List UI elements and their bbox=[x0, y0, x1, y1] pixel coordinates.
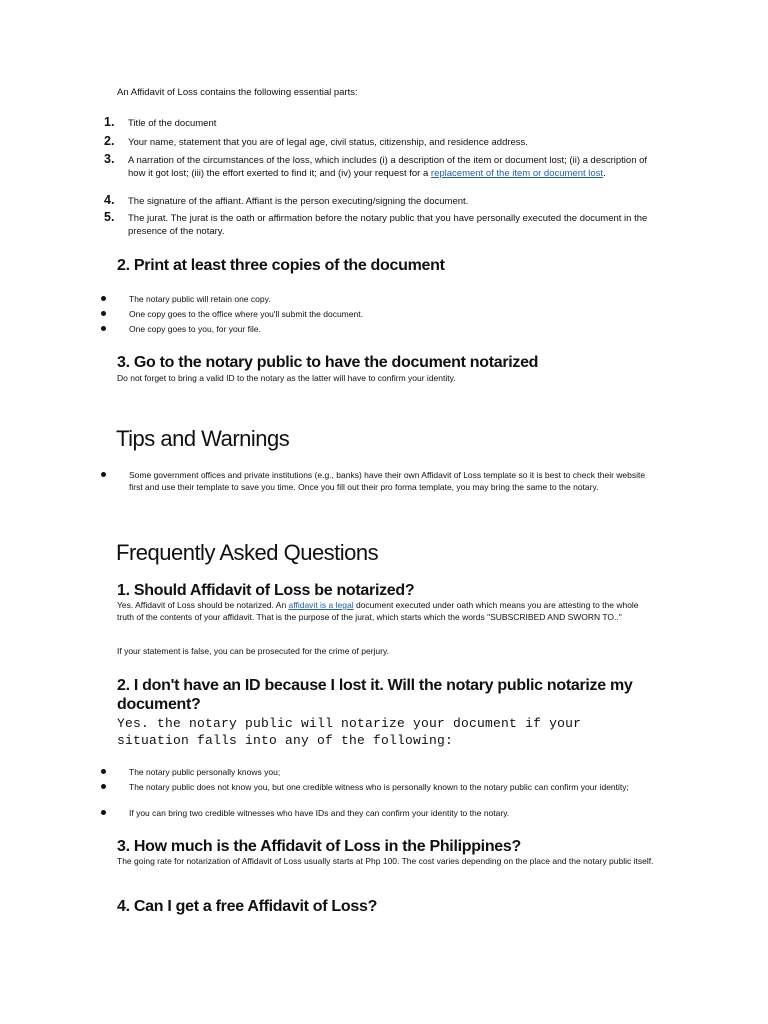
bullet-text: The notary public will retain one copy. bbox=[129, 294, 271, 304]
faq-heading: Frequently Asked Questions bbox=[116, 540, 379, 565]
list-number: 3. bbox=[104, 152, 115, 166]
list-item-text: Title of the document bbox=[128, 118, 217, 129]
bullet-icon bbox=[101, 472, 106, 477]
bullet-icon bbox=[101, 810, 106, 815]
faq-q3-answer: The going rate for notarization of Affidavit of Loss usually starts at Php 100. The cost varies depending on the place and the notary public itself. bbox=[117, 856, 654, 866]
list-number: 2. bbox=[104, 134, 115, 148]
bullet-icon bbox=[101, 296, 106, 301]
bullet-text: If you can bring two credible witnesses who have IDs and they can confirm your identity to the notary. bbox=[129, 808, 510, 818]
bullet-text: The notary public does not know you, but one credible witness who is personally known to the notary public can confirm your identity; bbox=[129, 782, 629, 792]
list-number: 5. bbox=[104, 210, 115, 224]
bullet-text: Some government offices and private institutions (e.g., banks) have their own Affidavit of Loss template so it is best to check their website first and use their template to save you time. Once you fill out their pro forma template, you may bring the same to the notary. bbox=[129, 470, 646, 492]
bullet-icon bbox=[101, 311, 106, 316]
tips-heading: Tips and Warnings bbox=[116, 426, 290, 451]
list-item-text: The jurat. The jurat is the oath or affirmation before the notary public that you have personally executed the document in the presence of the notary. bbox=[128, 213, 648, 237]
faq-q1-perjury: If your statement is false, you can be prosecuted for the crime of perjury. bbox=[117, 646, 389, 656]
replacement-link[interactable]: replacement of the item or document lost bbox=[430, 167, 604, 179]
intro-text: An Affidavit of Loss contains the following essential parts: bbox=[117, 87, 358, 98]
faq-q4-heading: 4. Can I get a free Affidavit of Loss? bbox=[117, 898, 378, 915]
affidavit-link[interactable]: affidavit is a legal bbox=[288, 600, 354, 610]
faq-q2-heading: 2. I don't have an ID because I lost it. Will the notary public notarize my document? bbox=[117, 677, 633, 713]
bullet-text: One copy goes to you, for your file. bbox=[129, 324, 261, 334]
step3-text: Do not forget to bring a valid ID to the notary as the latter will have to confirm your identity. bbox=[117, 373, 456, 383]
step3-heading: 3. Go to the notary public to have the document notarized bbox=[117, 354, 539, 371]
bullet-text: The notary public personally knows you; bbox=[129, 767, 281, 777]
list-item-text: Your name, statement that you are of legal age, civil status, citizenship, and residence address. bbox=[128, 137, 528, 148]
bullet-icon bbox=[101, 784, 106, 789]
list-number: 1. bbox=[104, 115, 115, 129]
faq-q2-intro: Yes. the notary public will notarize your document if your situation falls into any of the following: bbox=[117, 716, 582, 748]
list-item-text: A narration of the circumstances of the loss, which includes (i) a description of the item or document lost; (ii) a description of how it got lost; (iii) the effort exerted to find it; and (iv) your request for a replacement of the item or document lost. bbox=[128, 155, 648, 179]
list-number: 4. bbox=[104, 193, 115, 207]
faq-q1-answer: Yes. Affidavit of Loss should be notarized. An affidavit is a legal document executed under oath which means you are attesting to the whole truth of the contents of your affidavit. That is the purpose of the jurat, which starts which the words "SUBSCRIBED AND SWORN TO.." bbox=[117, 600, 639, 622]
list-item-text: The signature of the affiant. Affiant is the person executing/signing the document. bbox=[128, 196, 469, 207]
bullet-text: One copy goes to the office where you'll submit the document. bbox=[129, 309, 363, 319]
bullet-icon bbox=[101, 769, 106, 774]
step2-heading: 2. Print at least three copies of the document bbox=[117, 257, 445, 274]
bullet-icon bbox=[101, 326, 106, 331]
faq-q1-heading: 1. Should Affidavit of Loss be notarized? bbox=[117, 582, 415, 599]
faq-q3-heading: 3. How much is the Affidavit of Loss in the Philippines? bbox=[117, 838, 521, 855]
